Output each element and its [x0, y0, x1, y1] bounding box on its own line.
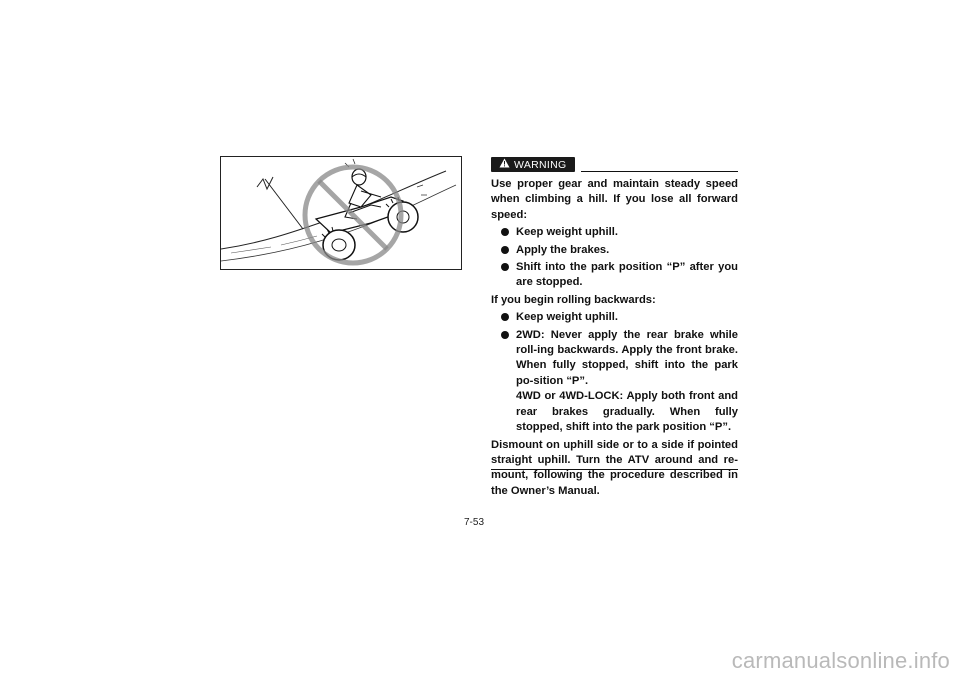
warning-end-rule	[491, 469, 738, 470]
warning-label: WARNING	[514, 158, 567, 171]
illustration-atv-hill-prohibited	[220, 156, 462, 270]
warning-header-rule	[581, 171, 738, 172]
bullet-icon	[501, 331, 509, 339]
bullet-icon	[501, 228, 509, 236]
warning-badge	[491, 157, 575, 172]
bullet-icon	[501, 246, 509, 254]
list-item: Keep weight uphill.	[491, 225, 738, 240]
rolling-backward-list	[491, 310, 738, 435]
backward-heading: If you begin rolling backwards:	[491, 293, 656, 306]
bullet-icon	[501, 313, 509, 321]
dismount-instruction: Dismount on uphill side or to a side if pointed straight uphill. Turn the ATV around and re-mount, following the procedure described in the Owner’s Manual.	[491, 438, 738, 497]
list-item: 2WD: Never apply the rear brake while roll-ing backwards. Apply the front brake. When fully stopped, shift into the park po-sition “P”. 4WD or 4WD-LOCK: Apply both front and rear brakes gradually. When fully stopped, shift into the park position “P”.	[491, 328, 738, 436]
warning-section	[491, 157, 738, 499]
warning-triangle-icon	[499, 158, 510, 171]
list-item: Shift into the park position “P” after you are stopped.	[491, 260, 738, 291]
warning-intro: Use proper gear and maintain steady speed when climbing a hill. If you lose all forward speed:	[491, 178, 738, 221]
atv-illustration	[221, 157, 461, 269]
list-item: Keep weight uphill.	[491, 310, 738, 325]
warning-header	[491, 157, 738, 173]
page-number: 7-53	[464, 517, 485, 528]
bullet-icon	[501, 263, 509, 271]
watermark: carmanualsonline.info	[731, 648, 950, 673]
forward-speed-list	[491, 225, 738, 291]
list-item: Apply the brakes.	[491, 243, 738, 258]
four-wd-instruction: 4WD or 4WD-LOCK: Apply both front and rear brakes gradually. When fully stopped, shift into the park position “P”.	[516, 390, 738, 434]
